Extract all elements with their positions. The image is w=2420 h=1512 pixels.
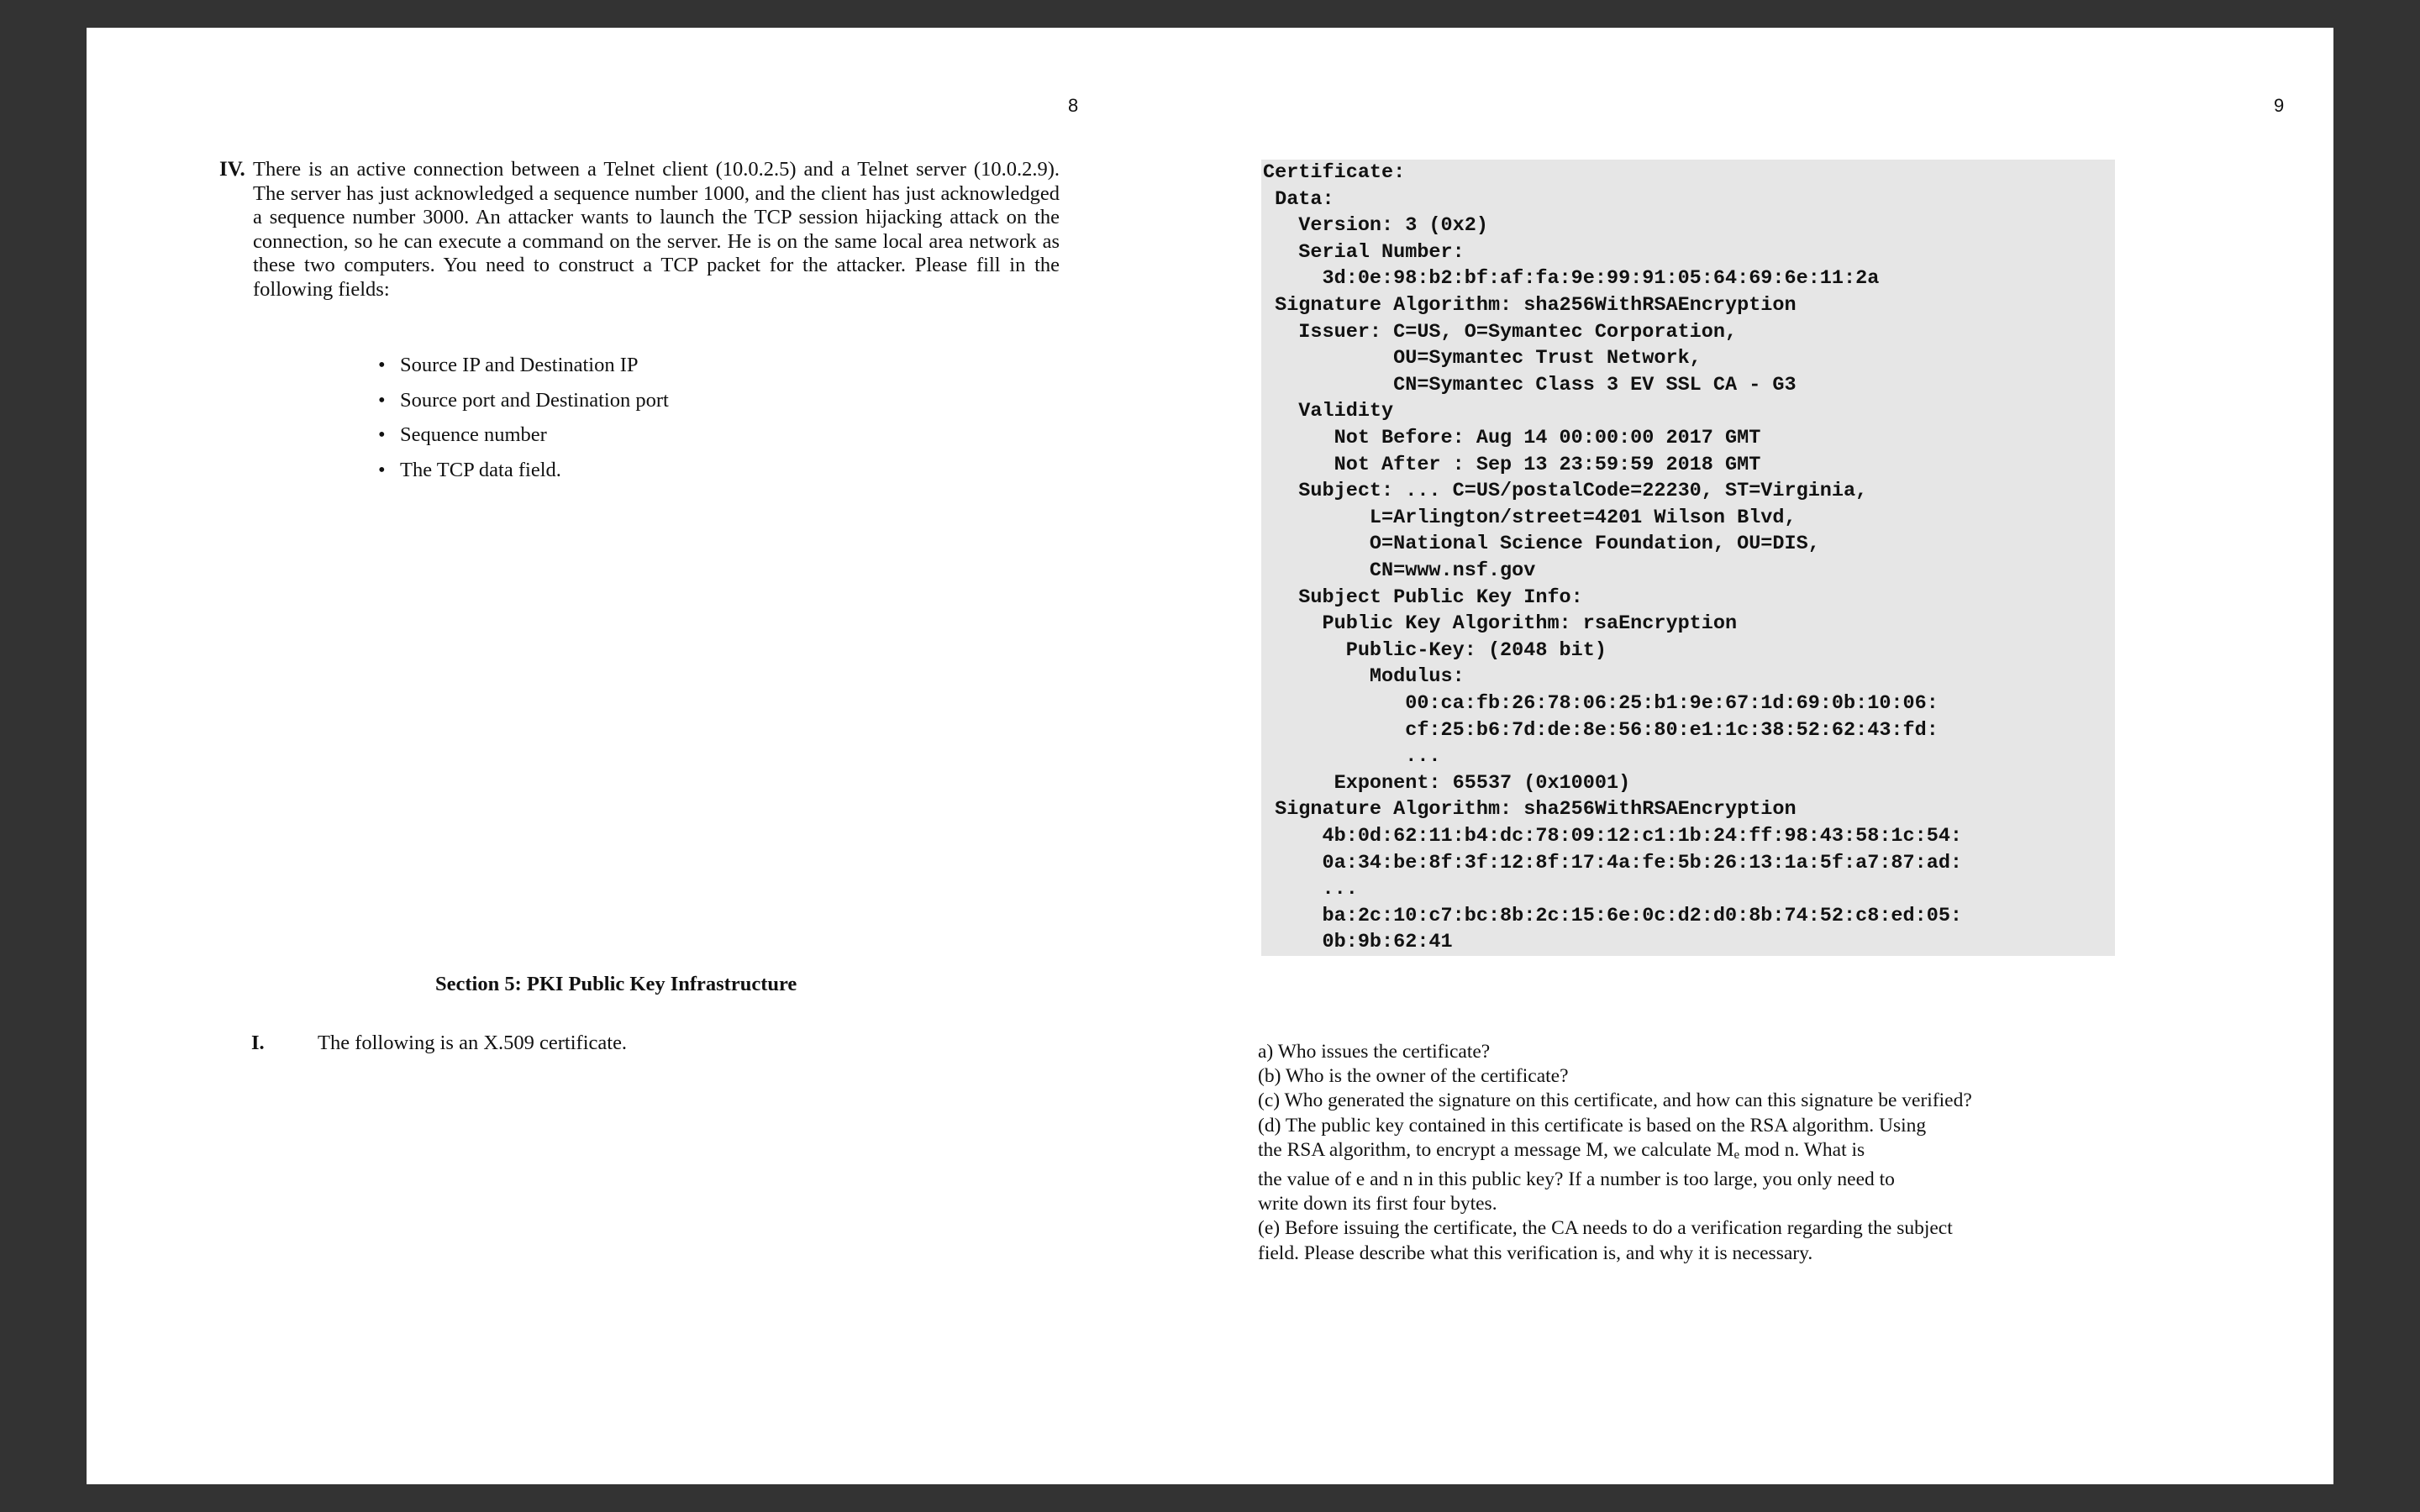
question-label: I. xyxy=(251,1032,265,1054)
page-spread xyxy=(87,28,2333,1484)
question-label: IV. xyxy=(219,158,245,181)
cert-line: Version: 3 (0x2) xyxy=(1263,214,1488,238)
question-text: The following is an X.509 certificate. xyxy=(318,1032,628,1054)
cert-line: OU=Symantec Trust Network, xyxy=(1263,347,1702,370)
section-title: Section 5: PKI Public Key Infrastructure xyxy=(435,973,797,995)
page-number: 9 xyxy=(2274,95,2285,116)
cert-line: 0a:34:be:8f:3f:12:8f:17:4a:fe:5b:26:13:1a:5f:a7:87:ad: xyxy=(1263,851,1963,874)
cert-line: Public-Key: (2048 bit) xyxy=(1263,638,1607,662)
question-e-line2: field. Please describe what this verification is, and why it is necessary. xyxy=(1258,1242,1813,1264)
question-d-line1: (d) The public key contained in this certificate is based on the RSA algorithm. Using xyxy=(1258,1114,1927,1137)
cert-line: 0b:9b:62:41 xyxy=(1263,931,1453,954)
cert-line: CN=Symantec Class 3 EV SSL CA - G3 xyxy=(1263,373,1797,396)
cert-line: Signature Algorithm: sha256WithRSAEncryption xyxy=(1263,798,1797,822)
question-a: a) Who issues the certificate? xyxy=(1258,1041,1491,1063)
page-8 xyxy=(87,28,1210,1484)
cert-line: Not After : Sep 13 23:59:59 2018 GMT xyxy=(1263,453,1761,476)
cert-line: Serial Number: xyxy=(1263,240,1465,264)
question-d-line3: the value of e and n in this public key? If a number is too large, you only need to xyxy=(1258,1168,1895,1191)
list-item: • Source port and Destination port xyxy=(378,388,669,412)
cert-line: Certificate: xyxy=(1263,161,1406,184)
cert-line: Modulus: xyxy=(1263,665,1465,689)
cert-line: ... xyxy=(1263,745,1441,769)
certificate-questions xyxy=(1258,1040,2065,1266)
cert-line: 4b:0d:62:11:b4:dc:78:09:12:c1:1b:24:ff:98:43:58:1c:54: xyxy=(1263,825,1963,848)
cert-line: ba:2c:10:c7:bc:8b:2c:15:6e:0c:d2:d0:8b:74:52:c8:ed:05: xyxy=(1263,904,1963,927)
field-list xyxy=(378,354,669,493)
cert-line: 00:ca:fb:26:78:06:25:b1:9e:67:1d:69:0b:10:06: xyxy=(1263,692,1939,715)
cert-line: Subject: ... C=US/postalCode=22230, ST=Virginia, xyxy=(1263,480,1868,503)
list-item: • Sequence number xyxy=(378,423,547,446)
cert-line: Subject Public Key Info: xyxy=(1263,585,1583,609)
cert-line: Signature Algorithm: sha256WithRSAEncryption xyxy=(1263,294,1797,317)
cert-line: Validity xyxy=(1263,400,1394,423)
cert-line: Public Key Algorithm: rsaEncryption xyxy=(1263,612,1738,636)
question-d-line2: the RSA algorithm, to encrypt a message M, we calculate Me mod n. What is xyxy=(1258,1138,1865,1162)
cert-line: Exponent: 65537 (0x10001) xyxy=(1263,771,1631,795)
question-c: (c) Who generated the signature on this certificate, and how can this signature be verified? xyxy=(1258,1089,1972,1112)
cert-line: Not Before: Aug 14 00:00:00 2017 GMT xyxy=(1263,427,1761,449)
question-b: (b) Who is the owner of the certificate? xyxy=(1258,1065,1569,1088)
cert-line: CN=www.nsf.gov xyxy=(1263,559,1536,582)
question-e-line1: (e) Before issuing the certificate, the CA needs to do a verification regarding the subject xyxy=(1258,1217,1953,1240)
list-item: • Source IP and Destination IP xyxy=(378,354,639,376)
list-item: • The TCP data field. xyxy=(378,458,561,481)
question-text: There is an active connection between a Telnet client (10.0.2.5) and a Telnet server (10.0.2.9). The server has just acknowledged a sequence number 1000, and the client has just acknowledged a sequence number 3000. An attacker wants to launch the TCP session hijacking attack on the connection, so he can execute a command on the server. He is on the same local area network as these two computers. You need to construct a TCP packet for the attacker. Please fill in the following fields: xyxy=(253,158,1060,301)
cert-line: L=Arlington/street=4201 Wilson Blvd, xyxy=(1263,506,1797,529)
cert-line: Data: xyxy=(1263,187,1334,211)
question-d-line4: write down its first four bytes. xyxy=(1258,1193,1497,1215)
page-number: 8 xyxy=(1068,95,1079,116)
certificate-listing xyxy=(1261,160,2115,956)
cert-line: ... xyxy=(1263,878,1358,901)
cert-line: O=National Science Foundation, OU=DIS, xyxy=(1263,533,1820,556)
cert-line: Issuer: C=US, O=Symantec Corporation, xyxy=(1263,320,1738,344)
cert-line: cf:25:b6:7d:de:8e:56:80:e1:1c:38:52:62:43:fd: xyxy=(1263,718,1939,742)
page-9 xyxy=(1210,28,2333,1484)
cert-line: 3d:0e:98:b2:bf:af:fa:9e:99:91:05:64:69:6e:11:2a xyxy=(1263,267,1880,291)
